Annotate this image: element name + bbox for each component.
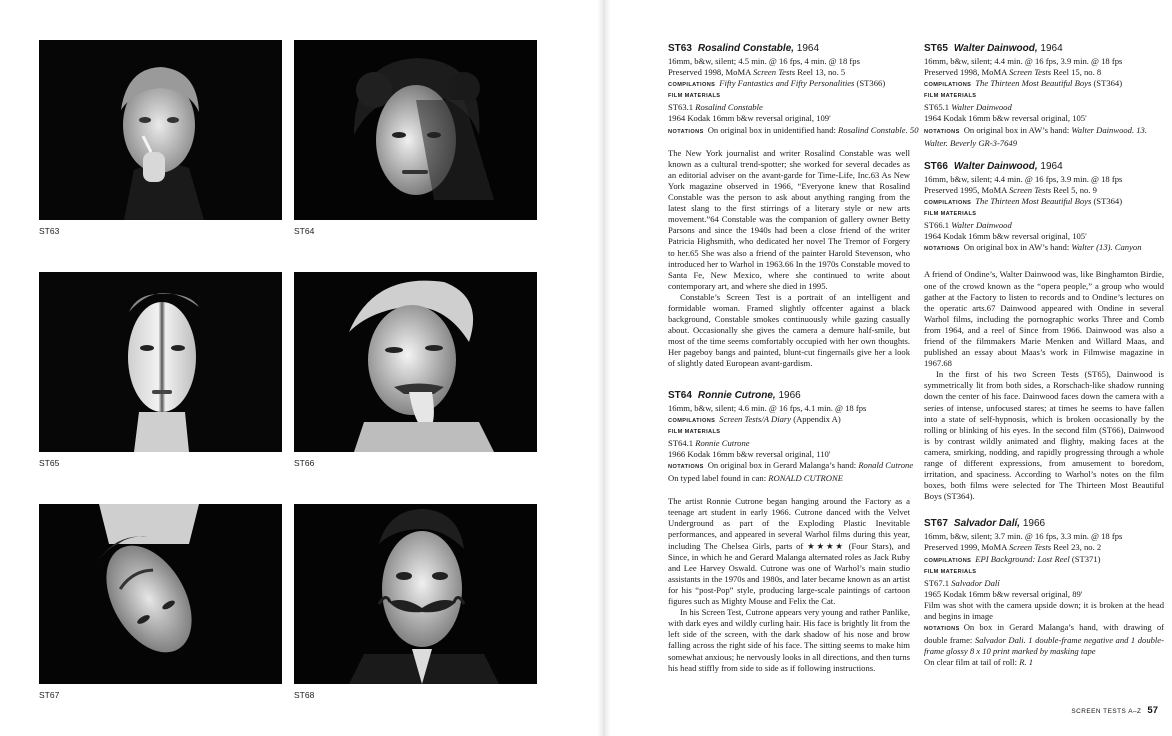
portrait-photo-st66	[294, 272, 537, 452]
body-paragraph: The artist Ronnie Cutrone began hanging around the Factory as a teenage art student in early 1966. Cutrone danced with the Velvet Underground as part of the Exploding Plastic Inevitable performances, and appeared in several Warhol films during this year, including The Chelsea Girls, parts of ★★★★ (Four Stars), and Since, in which he and Gerard Malanga alternated roles as Jack Ruby and Lee Harvey Oswald. Cutrone was one of Warhol’s main studio assistants in the 1970s and 1980s, and later became known as an artist for his “post-Pop” style, producing large-scale paintings of cartoon figures such as Mighty Mouse and Felix the Cat.	[668, 496, 910, 607]
preservation-reel-title: Screen Tests	[1008, 67, 1052, 78]
preservation-text: Preserved 1998, MoMA	[668, 67, 753, 78]
preservation-reel-title: Screen Tests	[1008, 184, 1052, 195]
compilations-line	[924, 196, 1164, 209]
notation-text: On box in Gerard Malanga’s hand, with drawing of double frame:	[924, 622, 1164, 646]
film-materials-label: FILM MATERIALS	[924, 211, 977, 218]
still-caption: ST67	[39, 690, 60, 700]
film-material-item	[924, 578, 1164, 589]
body-paragraph: A friend of Ondine’s, Walter Dainwood was, like Binghamton Birdie, one of the crowd known as the “opera people,” a group who would gather at the Factory to listen to records and to Ondine’s lectures on the operatic arts.67 Dainwood appeared with Ondine in several Warhol films, including the pornographic works Three and Comb from 1964, and a reel of Since from 1966. Dainwood was also a friend of the filmmakers Marie Menken and Willard Maas, and published an essay about Maas’s work in Filmwise magazine in 1967.68	[924, 269, 1164, 369]
film-specs: 16mm, b&w, silent; 4.4 min. @ 16 fps, 3.9 min. @ 18 fps	[924, 173, 1123, 184]
entry-year: 1964	[1037, 160, 1063, 172]
entry-heading	[924, 518, 1164, 530]
notation-text: On original box in AW’s hand:	[963, 124, 1072, 135]
film-material-item	[668, 102, 910, 113]
film-material-code: ST64.1	[668, 437, 696, 448]
body-paragraph: The New York journalist and writer Rosalind Constable was well known as a cultural trend-spotter; she worked for several decades as an editorial adviser on the avant-garde for Time-Life, Inc.63 As New York magazine observed in 1966, “Everyone knew that Rosalind Constable was the person to ask about anything ranging from the latest slang to the first stirrings of a literary style or new arts movement.”64 Constable was the companion of gallery owner Betty Parsons and since the 1940s had been a close friend of the writer Patricia Highsmith, who dedicated her novel The Tremor of Forgery to her.65 She was also a friend of the painter Harold Stevenson, who introduced her to Warhol in 1963.66 In the 1970s Constable moved to Santa Fe, New Mexico, where she continued to write about contemporary art, and where she died in 1995.	[668, 147, 910, 291]
film-material-item	[924, 102, 1164, 113]
notations-label: NOTATIONS	[924, 246, 960, 253]
film-materials-label: FILM MATERIALS	[924, 568, 977, 575]
entry-st66	[924, 161, 1164, 256]
still-st63	[39, 40, 282, 220]
film-material-stock: 1965 Kodak 16mm b&w reversal original, 89'	[924, 588, 1083, 599]
entry-code: ST66	[924, 160, 948, 172]
notations-line-2	[668, 473, 910, 484]
body-paragraph: In the first of his two Screen Tests (ST65), Dainwood is symmetrically lit from both sides, a Rorschach-like shadow running down the center of his face. Dainwood faces down the camera with a series of intense, unfocused stares; at times he seems to have fallen into a state of self-hypnosis, which is broken occasionally by the rolling or blinking of his eyes. In the second film (ST66), Dainwood is by contrast wildly animated and flighty, making faces at the camera, smirking, nodding, and rapidly progressing through a whole range of different expressions, from amusement to boredom, irritation, and spaciness. According to Warhol’s notes on the film boxes, both films were selected for The Thirteen Most Beautiful Boys (ST364).	[924, 369, 1164, 502]
preservation-text: Preserved 1995, MoMA	[924, 184, 1009, 195]
body-paragraph: Constable’s Screen Test is a portrait of an intelligent and formidable woman. Framed slightly offcenter against a black background, Constable smokes continuously while gazing casually about. Occasionally she gives the camera a demure half-smile, but most of the time seems comfortably occupied with her own thoughts. Her pageboy bangs and painted, blunt-cut fingernails give her a look of slightly dated European avant-gardism.	[668, 291, 910, 369]
entry-sitter-name: Rosalind Constable,	[697, 43, 795, 54]
film-material-item	[668, 438, 910, 449]
still-st65	[39, 272, 282, 452]
preservation-line	[668, 67, 910, 78]
still-caption: ST63	[39, 226, 60, 236]
film-material-title: Rosalind Constable	[695, 102, 763, 113]
compilation-title: Screen Tests/A Diary	[719, 413, 792, 424]
entry-year: 1964	[794, 43, 820, 54]
film-material-code: ST65.1	[924, 102, 952, 113]
notation-quote: Ronald Cutrone	[858, 460, 914, 470]
entry-heading	[668, 390, 910, 402]
compilations-label: COMPILATIONS	[924, 557, 972, 564]
portrait-photo-st64	[294, 40, 537, 220]
page-footer	[1071, 700, 1158, 718]
film-material-code: ST66.1	[924, 220, 952, 231]
film-specs: 16mm, b&w, silent; 4.5 min. @ 16 fps, 4 min. @ 18 fps	[668, 56, 860, 66]
entry-code: ST65	[924, 43, 948, 54]
entry-code: ST64	[668, 389, 692, 401]
preservation-line	[924, 542, 1164, 553]
entry-heading	[924, 161, 1164, 173]
entry-st67	[924, 518, 1164, 668]
compilation-title: The Thirteen Most Beautiful Boys	[975, 78, 1092, 89]
notation-quote: Walter. Beverly GR-3-7649	[924, 137, 1017, 148]
portrait-photo-st67	[39, 504, 282, 684]
compilations-line	[668, 414, 910, 427]
film-material-item	[924, 220, 1164, 231]
notation-text: On typed label found in can:	[668, 473, 769, 484]
page-number: 57	[1147, 705, 1158, 716]
entry-heading	[668, 43, 910, 55]
notations-line-2	[924, 657, 1164, 668]
film-material-note: Film was shot with the camera upside down; it is broken at the head and begins in image	[924, 599, 1164, 622]
compilations-label: COMPILATIONS	[924, 199, 972, 206]
still-caption: ST64	[294, 226, 315, 236]
preservation-reel-title: Screen Tests	[1008, 542, 1052, 553]
portrait-photo-st63	[39, 40, 282, 220]
notations-line	[668, 460, 914, 473]
entry-st64	[668, 389, 914, 485]
entry-sitter-name: Walter Dainwood,	[953, 43, 1038, 54]
notations-label: NOTATIONS	[668, 464, 704, 470]
film-specs: 16mm, b&w, silent; 3.7 min. @ 16 fps, 3.3 min. @ 18 fps	[924, 531, 1123, 542]
notations-line	[924, 125, 1164, 138]
notations-line	[924, 622, 1164, 657]
film-material-title: Walter Dainwood	[951, 220, 1012, 231]
entry-year: 1966	[775, 389, 801, 401]
notation-text: On original box in AW’s hand:	[963, 242, 1072, 253]
notation-quote: Walter (13). Canyon	[1071, 242, 1142, 253]
film-material-stock: 1964 Kodak 16mm b&w reversal original, 105'	[924, 231, 1087, 242]
entry-year: 1964	[1037, 43, 1063, 54]
entry-code: ST63	[668, 43, 692, 54]
notations-line	[668, 124, 919, 138]
notations-label: NOTATIONS	[924, 626, 960, 633]
compilations-label: COMPILATIONS	[668, 417, 716, 424]
book-gutter	[597, 0, 611, 736]
compilation-ref: (ST366)	[854, 78, 886, 89]
entry-sitter-name: Ronnie Cutrone,	[697, 389, 776, 401]
notation-quote: Walter Dainwood. 13.	[1071, 124, 1148, 135]
notations-label: NOTATIONS	[924, 128, 960, 135]
still-st64	[294, 40, 537, 220]
running-head: SCREEN TESTS A–Z	[1071, 708, 1142, 715]
preservation-reel: Reel 13, no. 5	[795, 67, 846, 78]
film-material-code: ST63.1	[668, 102, 696, 113]
film-materials-label: FILM MATERIALS	[924, 93, 977, 100]
right-page	[611, 0, 1172, 736]
compilations-label: COMPILATIONS	[924, 82, 972, 89]
preservation-line	[924, 185, 1164, 196]
film-material-title: Walter Dainwood	[951, 102, 1012, 113]
notation-quote: Rosalind Constable. 50	[838, 124, 919, 135]
preservation-text: Preserved 1998, MoMA	[924, 67, 1009, 78]
compilations-line	[924, 78, 1164, 91]
compilation-ref: (ST364)	[1091, 195, 1123, 206]
entry-sitter-name: Salvador Dalí,	[953, 518, 1021, 530]
film-material-title: Salvador Dalí	[951, 577, 1000, 588]
still-st66	[294, 272, 537, 452]
notation-text: On original box in unidentified hand:	[707, 124, 839, 135]
notations-line-2	[924, 138, 1164, 149]
text-column-right	[924, 43, 1164, 669]
film-material-stock: 1964 Kodak 16mm b&w reversal original, 109'	[668, 113, 831, 124]
text-column-left	[668, 43, 919, 674]
preservation-text: Preserved 1999, MoMA	[924, 542, 1009, 553]
film-materials-label: FILM MATERIALS	[668, 428, 721, 435]
still-st68	[294, 504, 537, 684]
body-paragraph: In his Screen Test, Cutrone appears very young and rather Panlike, with dark eyes and wildly curling hair. His face is brightly lit from the left side of the screen, with the dark shadow of his nose and brow falling across the right side of his face. The sitting seems to make him somewhat anxious; he nervously looks in all directions, and then turns his head stiffly from side to side as if following instructions.	[668, 607, 910, 673]
notation-text: On clear film at tail of roll:	[924, 657, 1020, 668]
compilation-ref: (ST364)	[1091, 78, 1123, 89]
entry-sitter-name: Walter Dainwood,	[953, 160, 1038, 172]
notations-line	[924, 242, 1164, 255]
film-specs: 16mm, b&w, silent; 4.4 min. @ 16 fps, 3.9 min. @ 18 fps	[924, 56, 1123, 66]
film-material-code: ST67.1	[924, 577, 952, 588]
notation-text: On original box in Gerard Malanga’s hand:	[707, 460, 859, 470]
compilations-line	[924, 554, 1164, 567]
film-material-title: Ronnie Cutrone	[695, 437, 750, 448]
film-material-stock: 1964 Kodak 16mm b&w reversal original, 105'	[924, 113, 1087, 124]
compilation-title: The Thirteen Most Beautiful Boys	[975, 195, 1092, 206]
notation-quote: R. 1	[1019, 657, 1034, 668]
compilations-label: COMPILATIONS	[668, 82, 716, 89]
still-st67	[39, 504, 282, 684]
entry-st65	[924, 43, 1164, 149]
preservation-reel: Reel 15, no. 8	[1051, 67, 1102, 78]
preservation-reel-title: Screen Tests	[752, 67, 796, 78]
still-caption: ST65	[39, 458, 60, 468]
portrait-photo-st68	[294, 504, 537, 684]
compilation-title: EPI Background: Lost Reel	[975, 553, 1070, 564]
entry-year: 1966	[1020, 518, 1046, 530]
compilations-line	[668, 78, 910, 91]
compilation-ref: (Appendix A)	[791, 413, 841, 424]
entry-heading	[924, 43, 1164, 55]
still-caption: ST68	[294, 690, 315, 700]
film-materials-label: FILM MATERIALS	[668, 93, 721, 100]
film-material-stock: 1966 Kodak 16mm b&w reversal original, 110'	[668, 448, 831, 459]
preservation-reel: Reel 5, no. 9	[1051, 184, 1097, 195]
notation-quote: RONALD CUTRONE	[768, 473, 843, 484]
preservation-line	[924, 67, 1164, 78]
portrait-photo-st65	[39, 272, 282, 452]
notations-label: NOTATIONS	[668, 128, 704, 135]
compilation-title: Fifty Fantastics and Fifty Personalities	[719, 78, 855, 89]
still-caption: ST66	[294, 458, 315, 468]
entry-st63	[668, 43, 919, 138]
entry-code: ST67	[924, 518, 948, 530]
notation-quote: Salvador Dali. 1 double-frame negative and 1 double-frame glossy 8 x 10 print marked by masking tape	[924, 635, 1164, 657]
compilation-ref: (ST371)	[1069, 553, 1101, 564]
preservation-reel: Reel 23, no. 2	[1051, 542, 1102, 553]
film-specs: 16mm, b&w, silent; 4.6 min. @ 16 fps, 4.1 min. @ 18 fps	[668, 402, 867, 413]
